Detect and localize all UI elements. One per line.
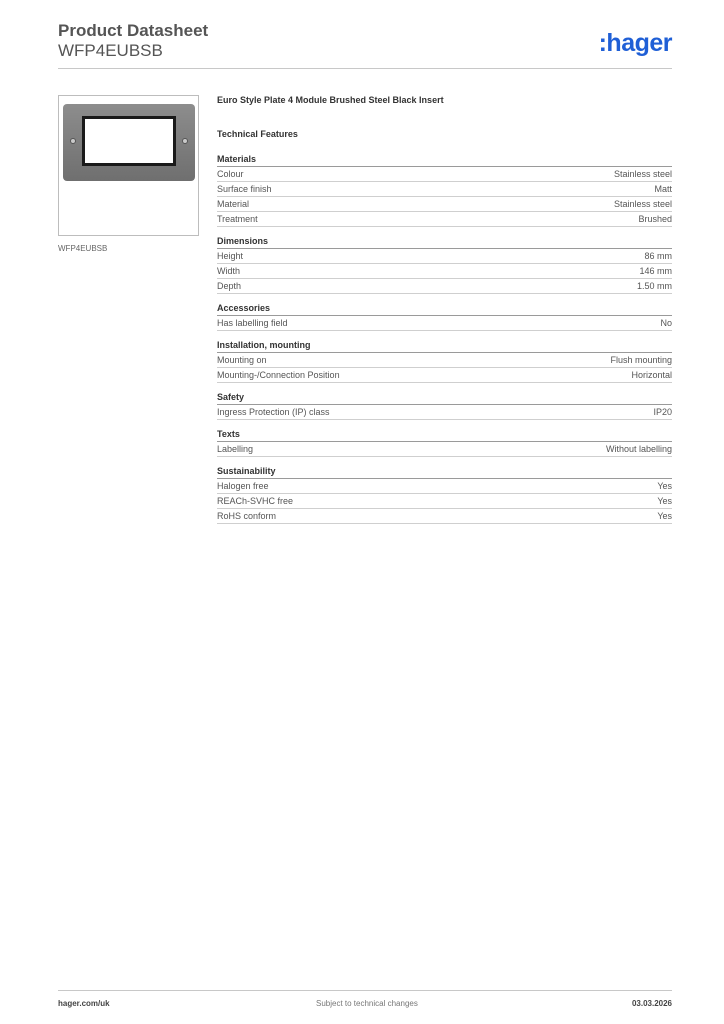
footer-date: 03.03.2026 [631, 999, 672, 1008]
product-title: Euro Style Plate 4 Module Brushed Steel Black Insert [217, 95, 444, 105]
feature-row [217, 405, 672, 420]
feature-row [217, 249, 672, 264]
feature-value: IP20 [653, 407, 672, 417]
footer-disclaimer: Subject to technical changes [316, 999, 418, 1008]
feature-value: Yes [657, 511, 672, 521]
feature-row [217, 509, 672, 524]
feature-label: Depth [217, 281, 242, 291]
feature-value: Horizontal [631, 370, 672, 380]
product-image [58, 95, 199, 236]
feature-value: No [660, 318, 672, 328]
section-heading: Safety [217, 392, 672, 405]
feature-row [217, 316, 672, 331]
feature-label: Labelling [217, 444, 254, 454]
section-heading: Materials [217, 154, 672, 167]
section-installation-mounting [217, 340, 672, 383]
section-heading: Sustainability [217, 466, 672, 479]
feature-label: Height [217, 251, 244, 261]
features-sections [217, 154, 672, 524]
feature-label: RoHS conform [217, 511, 277, 521]
feature-row [217, 264, 672, 279]
feature-label: Mounting-/Connection Position [217, 370, 340, 380]
feature-value: Without labelling [605, 444, 672, 454]
feature-label: Mounting on [217, 355, 267, 365]
document-header [58, 21, 208, 61]
wall-plate-illustration [63, 104, 195, 181]
feature-value: Yes [657, 481, 672, 491]
feature-row [217, 167, 672, 182]
feature-value: Brushed [638, 214, 672, 224]
feature-value: 1.50 mm [636, 281, 672, 291]
page-title: Product Datasheet [58, 21, 209, 40]
hager-logo: :hager [598, 29, 672, 57]
feature-row [217, 368, 672, 383]
feature-value: Matt [654, 184, 672, 194]
section-safety [217, 392, 672, 420]
footer-divider [58, 990, 672, 991]
section-heading: Dimensions [217, 236, 672, 249]
section-accessories [217, 303, 672, 331]
feature-value: Yes [657, 496, 672, 506]
section-dimensions [217, 236, 672, 294]
datasheet-content [217, 95, 672, 533]
section-heading: Texts [217, 429, 672, 442]
feature-row [217, 212, 672, 227]
feature-label: Width [217, 266, 241, 276]
feature-row [217, 182, 672, 197]
product-code: WFP4EUBSB [58, 41, 163, 60]
feature-label: Surface finish [217, 184, 272, 194]
technical-features-heading: Technical Features [217, 129, 298, 139]
feature-label: REACh-SVHC free [217, 496, 294, 506]
feature-label: Ingress Protection (IP) class [217, 407, 330, 417]
section-heading: Installation, mounting [217, 340, 672, 353]
feature-value: 86 mm [644, 251, 672, 261]
section-texts [217, 429, 672, 457]
image-caption: WFP4EUBSB [58, 244, 108, 253]
plate-aperture [82, 116, 176, 166]
feature-label: Colour [217, 169, 244, 179]
feature-row [217, 479, 672, 494]
screw-icon [182, 138, 188, 144]
section-sustainability [217, 466, 672, 524]
header-divider [58, 68, 672, 69]
section-materials [217, 154, 672, 227]
screw-icon [70, 138, 76, 144]
feature-label: Halogen free [217, 481, 269, 491]
feature-value: Flush mounting [610, 355, 672, 365]
feature-label: Has labelling field [217, 318, 288, 328]
feature-row [217, 279, 672, 294]
feature-row [217, 494, 672, 509]
feature-row [217, 353, 672, 368]
feature-value: 146 mm [639, 266, 672, 276]
feature-row [217, 442, 672, 457]
section-heading: Accessories [217, 303, 672, 316]
feature-label: Material [217, 199, 250, 209]
feature-label: Treatment [217, 214, 258, 224]
feature-value: Stainless steel [613, 169, 672, 179]
feature-row [217, 197, 672, 212]
footer-website: hager.com/uk [58, 999, 110, 1008]
feature-value: Stainless steel [613, 199, 672, 209]
